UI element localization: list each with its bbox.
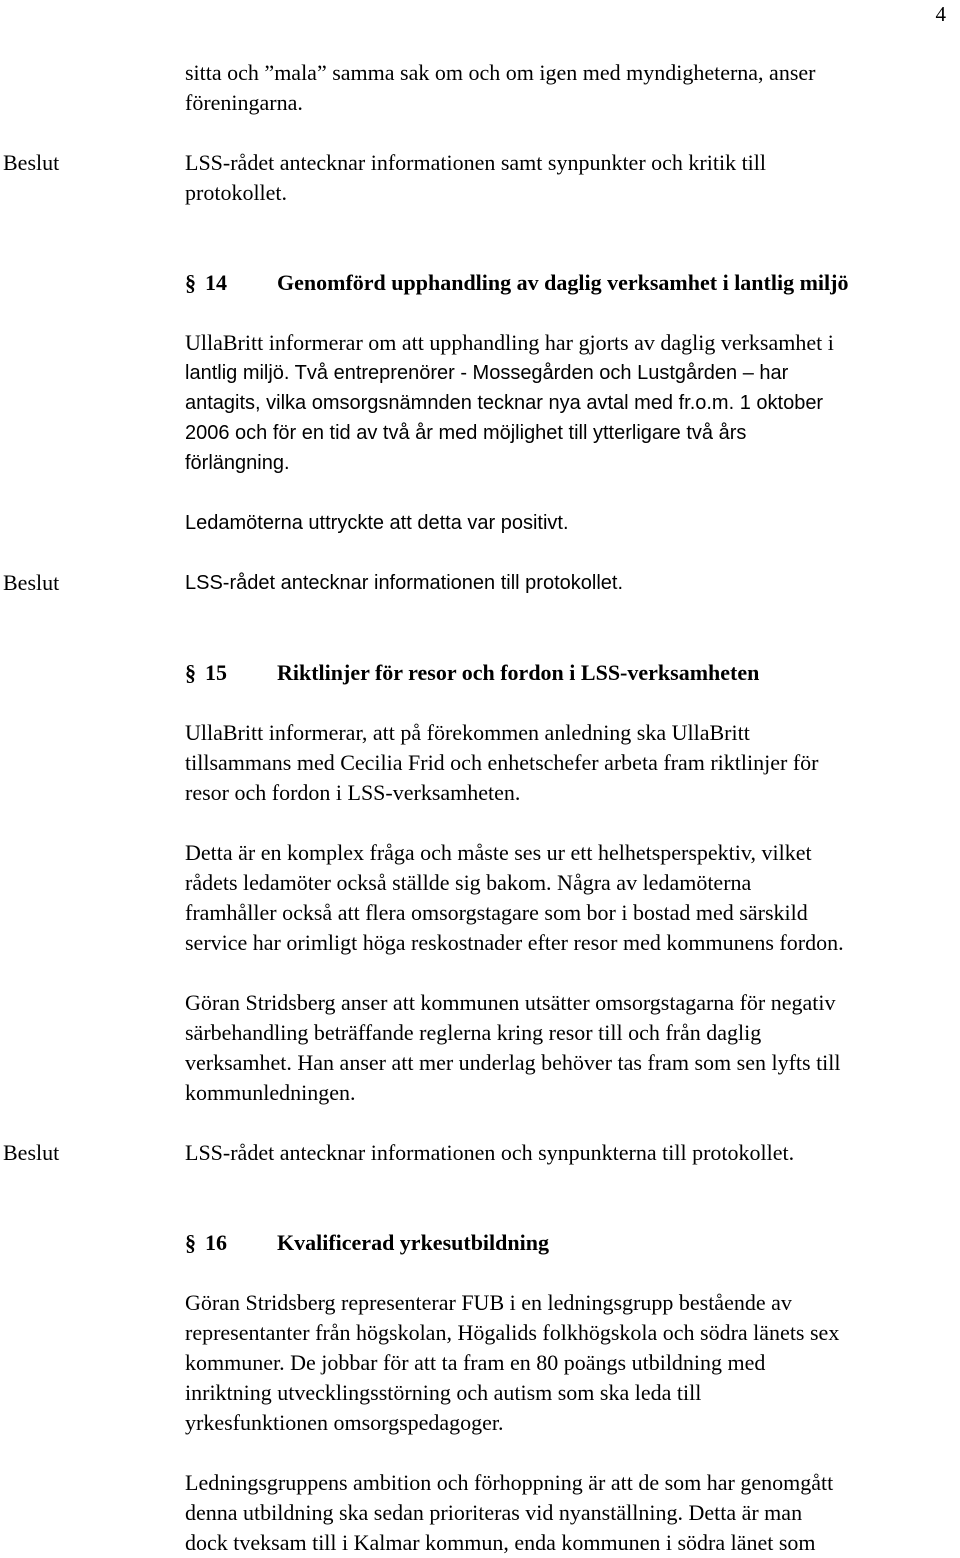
- section-heading-14: [185, 268, 848, 298]
- section-number: 14: [205, 270, 227, 295]
- paragraph-line: Ledamöterna uttryckte att detta var positivt.: [185, 512, 569, 534]
- paragraph-line: 2006 och för en tid av två år med möjlighet till ytterligare två års: [185, 422, 747, 444]
- paragraph-line: rådets ledamöter också ställde sig bakom. Några av ledamöterna: [185, 870, 752, 895]
- section-title: Kvalificerad yrkesutbildning: [277, 1230, 549, 1255]
- beslut-text: LSS-rådet antecknar informationen samt synpunkter och kritik till: [185, 150, 767, 175]
- paragraph-line: lantlig miljö. Två entreprenörer - Mossegården och Lustgården – har: [185, 362, 789, 384]
- paragraph-line: kommuner. De jobbar för att ta fram en 80 poängs utbildning med: [185, 1350, 766, 1375]
- paragraph-line: förlängning.: [185, 452, 290, 474]
- paragraph-line: framhåller också att flera omsorgstagare som bor i bostad med särskild: [185, 900, 808, 925]
- section-heading-16: [185, 1228, 549, 1258]
- paragraph-line: Detta är en komplex fråga och måste ses ur ett helhetsperspektiv, vilket: [185, 840, 812, 865]
- paragraph-line: UllaBritt informerar, att på förekommen anledning ska UllaBritt: [185, 720, 750, 745]
- paragraph-line: Ledningsgruppens ambition och förhoppning är att de som har genomgått: [185, 1470, 834, 1495]
- paragraph-line: denna utbildning ska sedan prioriteras vid nyanställning. Detta är man: [185, 1500, 803, 1525]
- section-sign: §: [185, 1230, 196, 1255]
- paragraph-line: service har orimligt höga reskostnader efter resor med kommunens fordon.: [185, 930, 844, 955]
- beslut-text: LSS-rådet antecknar informationen till protokollet.: [185, 572, 624, 594]
- paragraph-line: tillsammans med Cecilia Frid och enhetschefer arbeta fram riktlinjer för: [185, 750, 819, 775]
- paragraph-line: verksamhet. Han anser att mer underlag behöver tas fram som sen lyfts till: [185, 1050, 841, 1075]
- paragraph-line: inriktning utvecklingsstörning och autism som ska leda till: [185, 1380, 702, 1405]
- intro-line: sitta och ”mala” samma sak om och om igen med myndigheterna, anser: [185, 60, 816, 85]
- beslut-text: LSS-rådet antecknar informationen och synpunkterna till protokollet.: [185, 1140, 795, 1165]
- section-title: Riktlinjer för resor och fordon i LSS-verksamheten: [277, 660, 760, 685]
- section-number: 15: [205, 660, 227, 685]
- section-heading-15: [185, 658, 759, 688]
- section-sign: §: [185, 660, 196, 685]
- section-title: Genomförd upphandling av daglig verksamhet i lantlig miljö: [277, 270, 849, 295]
- paragraph-line: antagits, vilka omsorgsnämnden tecknar nya avtal med fr.o.m. 1 oktober: [185, 392, 824, 414]
- paragraph-line: dock tveksam till i Kalmar kommun, enda kommunen i södra länet som: [185, 1530, 816, 1555]
- paragraph-line: Göran Stridsberg representerar FUB i en ledningsgrupp bestående av: [185, 1290, 792, 1315]
- paragraph-line: UllaBritt informerar om att upphandling har gjorts av daglig verksamhet i: [185, 330, 834, 355]
- paragraph-line: representanter från högskolan, Högalids folkhögskola och södra länets sex: [185, 1320, 840, 1345]
- paragraph-line: yrkesfunktionen omsorgspedagoger.: [185, 1410, 504, 1435]
- section-number: 16: [205, 1230, 227, 1255]
- intro-line: föreningarna.: [185, 90, 303, 115]
- paragraph-line: Göran Stridsberg anser att kommunen utsätter omsorgstagarna för negativ: [185, 990, 836, 1015]
- beslut-label: Beslut: [3, 1140, 60, 1165]
- paragraph-line: särbehandling beträffande reglerna kring resor till och från daglig: [185, 1020, 762, 1045]
- paragraph-line: resor och fordon i LSS-verksamheten.: [185, 780, 521, 805]
- section-sign: §: [185, 270, 196, 295]
- beslut-label: Beslut: [3, 570, 60, 595]
- beslut-label: Beslut: [3, 150, 60, 175]
- paragraph-line: kommunledningen.: [185, 1080, 356, 1105]
- beslut-text: protokollet.: [185, 180, 288, 205]
- page-number: 4: [935, 2, 946, 26]
